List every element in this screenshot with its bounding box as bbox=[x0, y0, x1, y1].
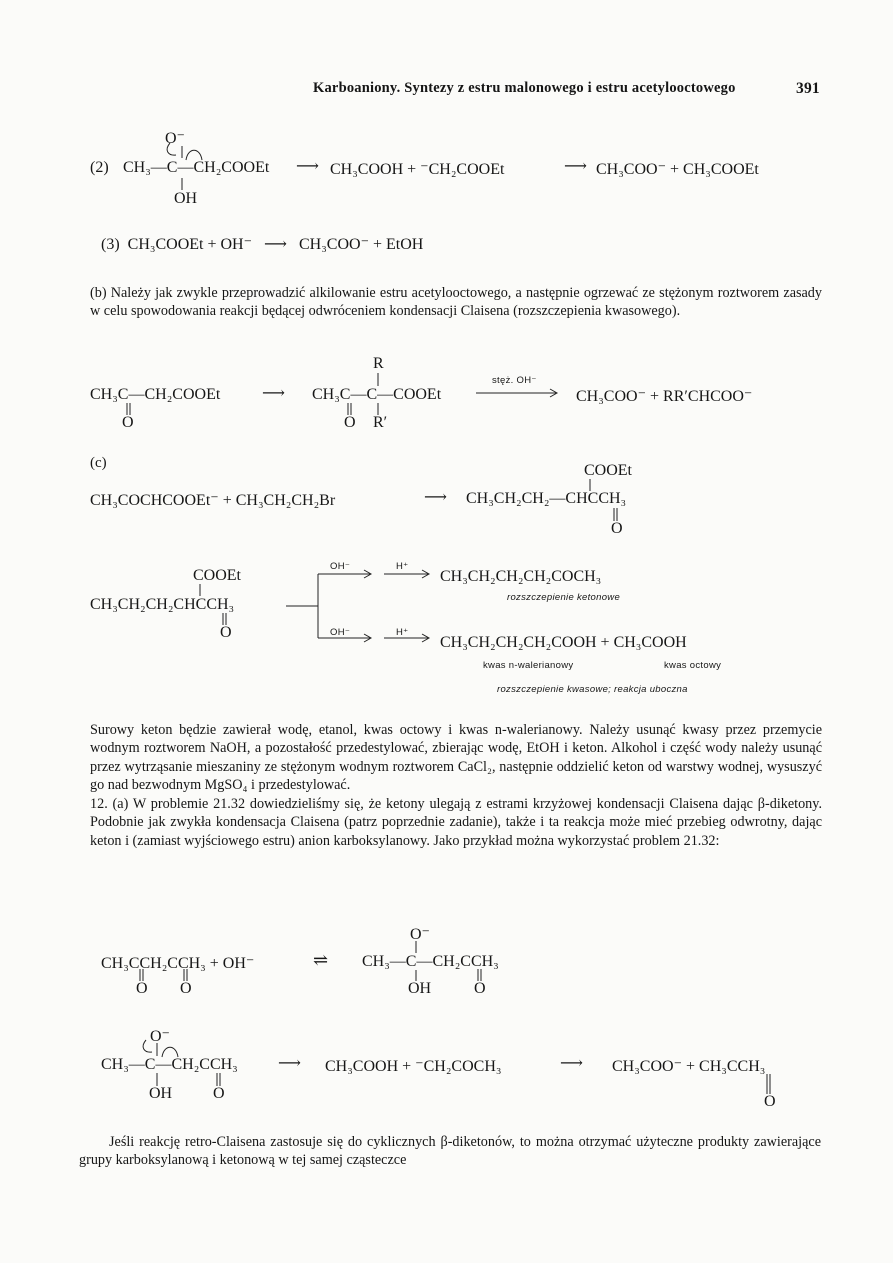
scheme-12b-left-oh: OH bbox=[149, 1085, 173, 1102]
scheme-12a-product: CH₃—C—CH₂CCH₃ bbox=[362, 953, 499, 970]
scheme-12a-reactant-o1: O bbox=[136, 980, 148, 997]
eq2-arrow1: ⟶ bbox=[296, 158, 319, 175]
scheme-c2-lower-cond2: H⁺ bbox=[396, 627, 409, 638]
scheme-b-product: CH₃C—C—COOEt bbox=[312, 386, 442, 403]
scheme-c1-arrow: ⟶ bbox=[424, 489, 447, 506]
paragraph-12: 12. (a) W problemie 21.32 dowiedzieliśmy się, że ketony ulegają z estrami krzyżowej kondensacji Claisena dając β-diketony. Podobnie jak zwykła kondensacja Claisena (patrz poprzednie zadanie), także i ta reakcja może mieć przebieg odwrotny, dając keton i (zamiast wyjściowego estru) anion karboksylanowy. Jako przykład można wykorzystać problem 21.32: bbox=[90, 796, 822, 849]
scheme-b-r-prime: R′ bbox=[373, 414, 388, 431]
eq2-bottom-oh: OH bbox=[174, 190, 198, 207]
eq2-top-o: O⁻ bbox=[165, 130, 185, 147]
scheme-12b-right: CH₃COO⁻ + CH₃CCH₃ bbox=[612, 1058, 766, 1075]
paragraph-b: (b) Należy jak zwykle przeprowadzić alkilowanie estru acetylooctowego, a następnie ogrzewać ze stężonym roztworem zasady w celu spowodowania reakcji będącej odwróceniem kondensacji Claisena (rozszczepienia kwasowego). bbox=[90, 285, 822, 320]
eq2-mid: CH₃COOH + ⁻CH₂COOEt bbox=[330, 161, 505, 178]
scheme-b-reactant-o: O bbox=[122, 414, 134, 431]
scheme-c2-lower-product: CH₃CH₂CH₂CH₂COOH + CH₃COOH bbox=[440, 634, 687, 651]
label-c: (c) bbox=[90, 455, 107, 471]
scheme-c2-upper-cond1: OH⁻ bbox=[330, 561, 351, 572]
scheme-12b-arrow2: ⟶ bbox=[560, 1055, 583, 1072]
scheme-12a-product-o: O bbox=[474, 980, 486, 997]
scheme-12a-reactant: CH₃CCH₂CCH₃ + OH⁻ bbox=[101, 955, 255, 972]
scheme-b-reactant: CH₃C—CH₂COOEt bbox=[90, 386, 221, 403]
scheme-b-final: CH₃COO⁻ + RR′CHCOO⁻ bbox=[576, 388, 753, 405]
scheme-12a-product-top: O⁻ bbox=[410, 926, 430, 943]
scheme-c2-lower-cond1: OH⁻ bbox=[330, 627, 351, 638]
scheme-12b-left: CH₃—C—CH₂CCH₃ bbox=[101, 1056, 238, 1073]
eq2-arrow2: ⟶ bbox=[564, 158, 587, 175]
scheme-b-r: R bbox=[373, 355, 384, 372]
eq2-left: CH₃—C—CH₂COOEt bbox=[123, 159, 270, 176]
page-number: 391 bbox=[796, 80, 820, 97]
scheme-12a-reactant-o2: O bbox=[180, 980, 192, 997]
scheme-c2-lower-note: rozszczepienie kwasowe; reakcja uboczna bbox=[497, 684, 688, 695]
scheme-c2-start: CH₃CH₂CH₂CHCCH₃ bbox=[90, 596, 235, 613]
paragraph-end: Jeśli reakcję retro-Claisena zastosuje się do cyklicznych β-diketonów, to można otrzymać użyteczne produkty zawierające grupy karboksylanową i ketonową w tej samej cząsteczce bbox=[79, 1134, 821, 1169]
scheme-12a-product-oh: OH bbox=[408, 980, 432, 997]
running-title: Karboaniony. Syntezy z estru malonowego i estru acetylooctowego bbox=[313, 80, 736, 96]
scheme-c2-start-top: COOEt bbox=[193, 567, 241, 584]
scheme-c2-upper-cond2: H⁺ bbox=[396, 561, 409, 572]
equation-3: (3) CH₃COOEt + OH⁻ ⟶ CH₃COO⁻ + EtOH bbox=[101, 236, 424, 253]
scheme-c1-product-o: O bbox=[611, 520, 623, 537]
scheme-b-condition: stęż. OH⁻ bbox=[492, 375, 537, 386]
scheme-12b-left-o: O bbox=[213, 1085, 225, 1102]
scheme-c1-product-top: COOEt bbox=[584, 462, 632, 479]
scheme-12a-arrow: ⇌ bbox=[313, 950, 329, 970]
scheme-b-product-o: O bbox=[344, 414, 356, 431]
scheme-12b-mid: CH₃COOH + ⁻CH₂COCH₃ bbox=[325, 1058, 502, 1075]
scheme-c2-start-o: O bbox=[220, 624, 232, 641]
scheme-12b-arrow1: ⟶ bbox=[278, 1055, 301, 1072]
scheme-12b-top-o: O⁻ bbox=[150, 1028, 170, 1045]
scheme-c1-product: CH₃CH₂CH₂—CHCCH₃ bbox=[466, 490, 627, 507]
scheme-c2-upper-note: rozszczepienie ketonowe bbox=[507, 592, 621, 603]
paragraph-c: Surowy keton będzie zawierał wodę, etanol, kwas octowy i kwas n-walerianowy. Należy usunąć kwasy przez przemycie wodnym roztworem NaOH, a pozostałość przedestylować, zbierając wodę, EtOH i keton. Alkohol i część wody należy usunąć przez wytrząsanie mieszaniny ze stężonym wodnym roztworem CaCl₂, następnie oddzielić keton od warstwy wodnej, wysuszyć go nad bezwodnym MgSO₄ i przedestylować. bbox=[90, 722, 822, 794]
eq2-right: CH₃COO⁻ + CH₃COOEt bbox=[596, 161, 759, 178]
eq2-label: (2) bbox=[90, 159, 109, 176]
scheme-c2-upper-product: CH₃CH₂CH₂CH₂COCH₃ bbox=[440, 568, 602, 585]
scheme-b-arrow1: ⟶ bbox=[262, 385, 285, 402]
scheme-c2-lower-name1: kwas n-walerianowy bbox=[483, 660, 574, 671]
scheme-c2-lower-name2: kwas octowy bbox=[664, 660, 722, 671]
scheme-c1-reactants: CH₃COCHCOOEt⁻ + CH₃CH₂CH₂Br bbox=[90, 492, 336, 509]
scheme-12b-right-o: O bbox=[764, 1093, 776, 1110]
